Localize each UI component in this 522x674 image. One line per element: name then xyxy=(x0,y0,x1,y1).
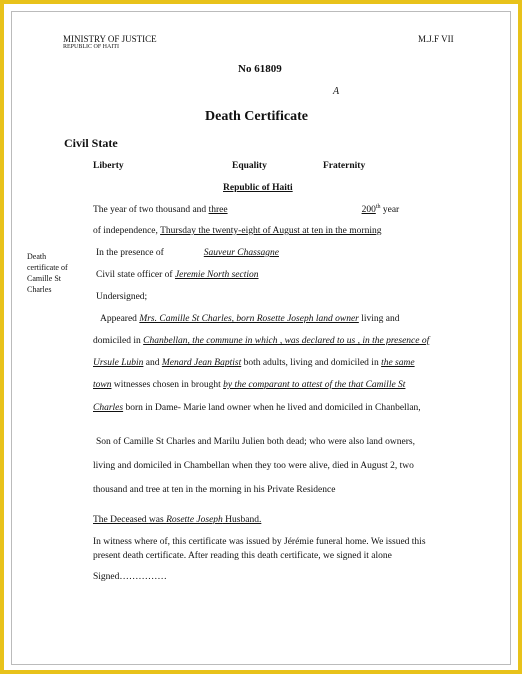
body-line-4 xyxy=(96,270,259,280)
commune-statement: Chanbellan, the commune in which , was declared to us , in the presence of xyxy=(143,336,430,346)
line-tail: living and xyxy=(358,314,400,324)
document-title: Death Certificate xyxy=(205,109,309,124)
body-line-1 xyxy=(93,204,399,215)
officer-intro: Civil state officer of xyxy=(96,270,175,280)
body-line-7 xyxy=(93,336,429,346)
same-town: the same xyxy=(381,358,415,368)
relation: Husband. xyxy=(222,515,262,525)
appeared-intro: Appeared xyxy=(100,314,140,324)
body-line-6 xyxy=(100,314,400,324)
ordinal-suffix: th xyxy=(375,204,381,210)
presence-intro: In the presence of xyxy=(96,248,164,258)
document-number: No 61809 xyxy=(238,63,282,75)
witness-1: Ursule Lubin xyxy=(93,358,144,368)
signature-line: Signed…………… xyxy=(93,572,167,582)
body-line-3 xyxy=(96,248,279,258)
date-time-value: Thursday the twenty-eight of August at ten in the morning xyxy=(160,226,382,236)
year-value: three xyxy=(208,205,228,216)
deceased-surname: Charles xyxy=(93,403,124,413)
domiciled-intro: domiciled in xyxy=(93,336,144,346)
witness-statement-line-2: present death certificate. After reading this death certificate, we signed it alone xyxy=(93,551,392,561)
town-word: town xyxy=(93,380,112,390)
republic-heading: Republic of Haiti xyxy=(223,183,293,193)
form-code: M.J.F VII xyxy=(418,34,454,44)
witness-chosen: witnesses chosen in brought xyxy=(111,380,224,390)
spouse-name: Rosette Joseph xyxy=(166,515,223,525)
letter-mark: A xyxy=(333,86,340,97)
was-word: was xyxy=(148,515,167,525)
deceased-line xyxy=(93,515,261,525)
witness-statement-line-1: In witness where of, this certificate was issued by Jérémie funeral home. We issued this xyxy=(93,537,426,547)
side-note: Death certificate of Camille St Charles xyxy=(27,252,68,294)
motto-liberty: Liberty xyxy=(93,161,124,171)
ministry-label: MINISTRY OF JUSTICE xyxy=(63,34,157,44)
motto-fraternity: Fraternity xyxy=(323,161,366,171)
officer-name: Sauveur Chassagne xyxy=(203,248,279,258)
body-line-11: Son of Camille St Charles and Marilu Julien both dead; who were also land owners, xyxy=(96,437,415,447)
year-word: year xyxy=(380,205,400,216)
body-line-9 xyxy=(93,380,405,390)
birth-details: born in Dame- Marie land owner when he lived and domiciled in Chanbellan, xyxy=(123,403,421,413)
body-line-2 xyxy=(93,226,381,236)
declarant-name: Mrs. Camille St Charles, born Rosette Joseph land owner xyxy=(139,314,359,324)
attestation: by the comparant to attest of the that Camille St xyxy=(223,380,406,390)
body-line-13: thousand and tree at ten in the morning in his Private Residence xyxy=(93,485,336,495)
body-line-5: Undersigned; xyxy=(96,292,148,302)
officer-section: Jeremie North section xyxy=(174,270,259,280)
witness-status: both adults, living and domiciled in xyxy=(241,358,382,368)
deceased-label: The Deceased xyxy=(93,515,149,525)
year-intro: The year of two thousand and xyxy=(93,205,209,216)
body-line-10 xyxy=(93,403,421,413)
republic-label: REPUBLIC OF HAITI xyxy=(63,44,120,50)
body-line-8 xyxy=(93,358,415,368)
civil-state-heading: Civil State xyxy=(64,136,118,150)
body-line-12: living and domiciled in Chambellan when they too were alive, died in August 2, two xyxy=(93,461,414,471)
independence-intro: of independence, xyxy=(93,226,161,236)
witness-2: Menard Jean Baptist xyxy=(161,358,242,368)
independence-year: 200 xyxy=(361,205,376,216)
motto-equality: Equality xyxy=(232,161,267,171)
conjunction: and xyxy=(143,358,162,368)
